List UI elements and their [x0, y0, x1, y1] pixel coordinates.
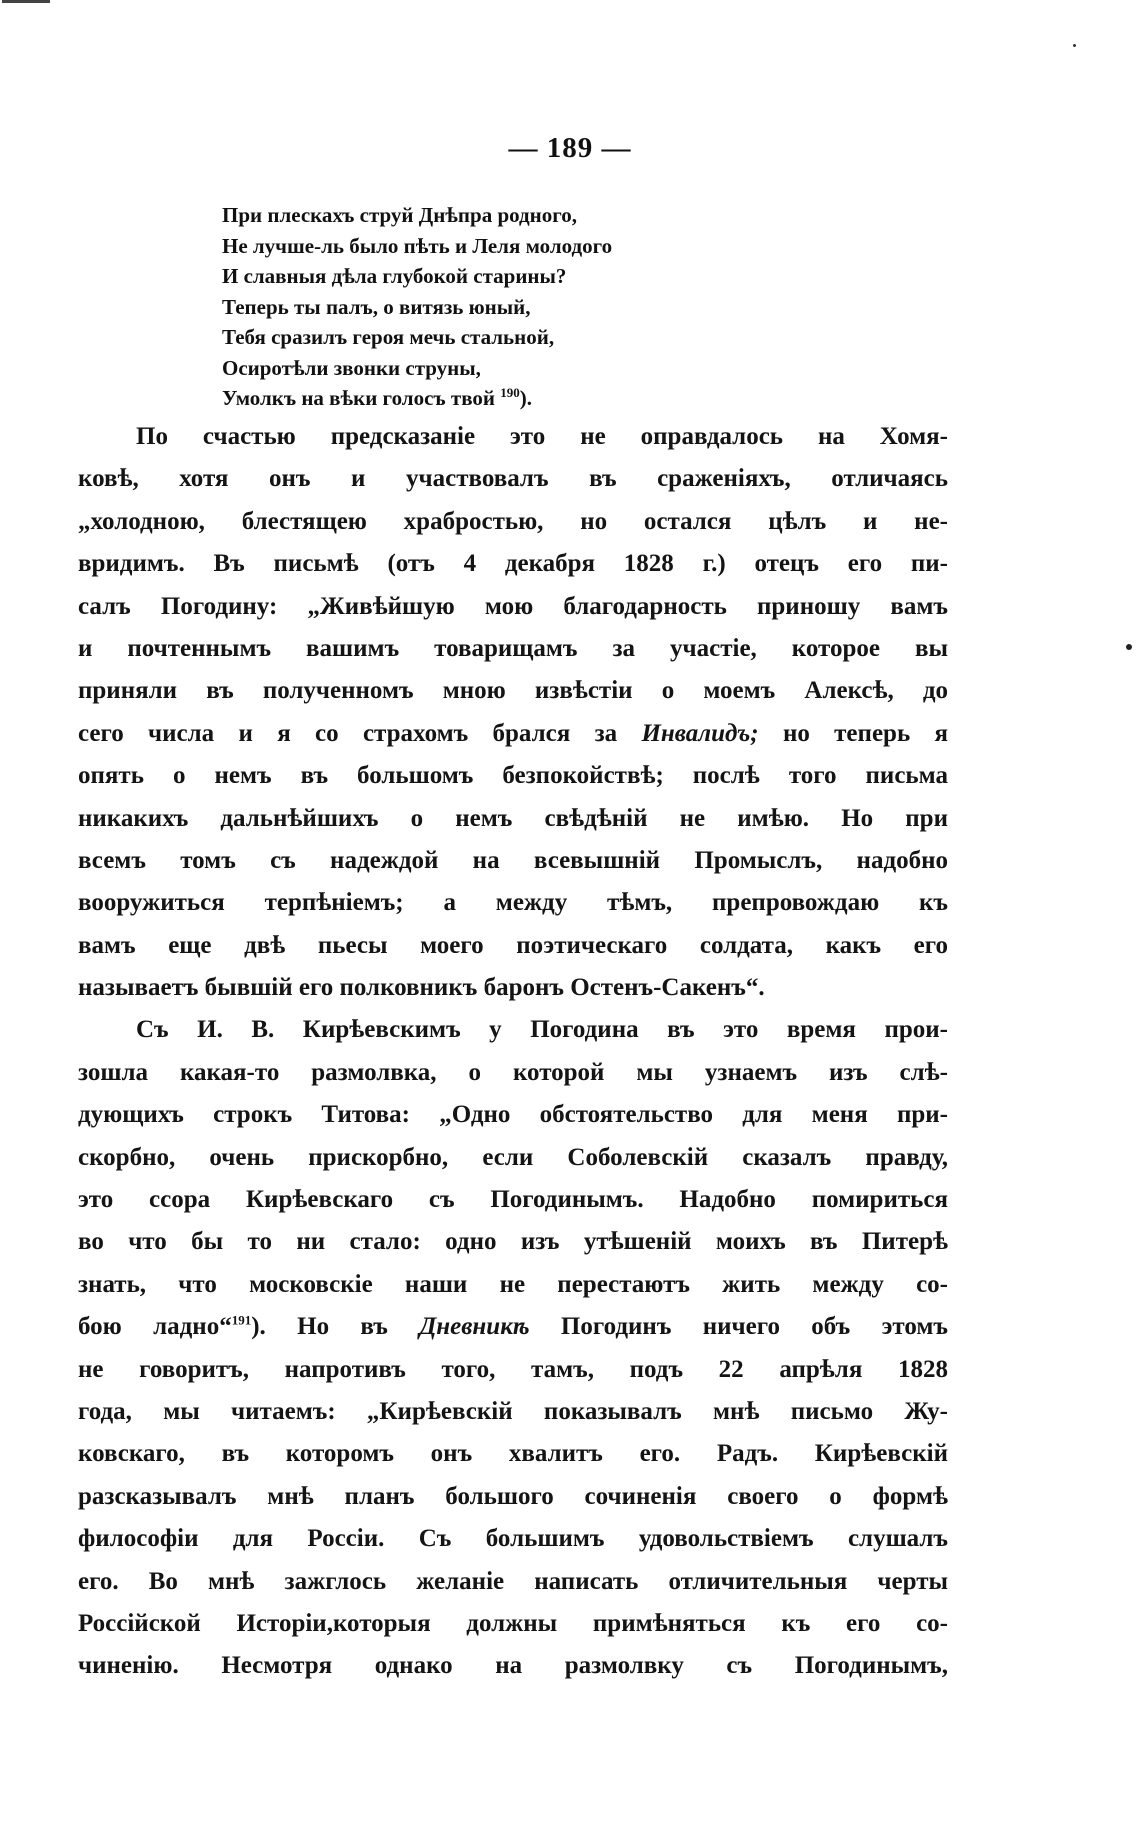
- text-line: „холодною, блестящею храбростью, но остался цѣлъ и не-: [78, 507, 948, 535]
- text-segment: Погодинъ ничего объ этомъ: [529, 1313, 948, 1341]
- text-line: По счастью предсказаніе это не оправдалось на Хомя-: [136, 423, 948, 450]
- text-line: года, мы читаемъ: „Кирѣевскій показывалъ мнѣ письмо Жу-: [78, 1397, 948, 1425]
- scan-speck: [1126, 644, 1132, 650]
- footnote-ref: 190: [500, 385, 520, 400]
- text-line: Съ И. В. Кирѣевскимъ у Погодина въ это время прои-: [136, 1016, 948, 1044]
- verse-block: [222, 200, 782, 414]
- text-line: [78, 1306, 948, 1348]
- scan-edge-mark: [2, 0, 50, 3]
- text-segment: бою ладно“: [78, 1313, 232, 1341]
- footnote-ref: 191: [231, 1312, 252, 1328]
- text-segment: ). Но въ: [251, 1313, 420, 1341]
- verse-line: При плескахъ струй Днѣпра родного,: [222, 203, 578, 227]
- text-line: философіи для Россіи. Съ большимъ удовольствіемъ слушалъ: [78, 1525, 948, 1553]
- text-line: [78, 713, 948, 755]
- text-line: всемъ томъ съ надеждой на всевышній Промыслъ, надобно: [78, 846, 948, 874]
- verse-text: Умолкъ на вѣки голосъ твой: [222, 386, 495, 410]
- italic-title: Дневникѣ: [419, 1313, 530, 1341]
- text-line: зошла какая-то размолвка, о которой мы узнаемъ изъ слѣ-: [78, 1058, 948, 1086]
- scan-speck: [1073, 44, 1076, 47]
- verse-line: Не лучше-ль было пѣть и Леля молодого: [222, 233, 613, 258]
- verse-line: Тебя сразилъ героя мечь стальной,: [222, 325, 555, 349]
- text-line: его. Во мнѣ зажглось желаніе написать отличительныя черты: [78, 1567, 948, 1595]
- text-line: знать, что московскіе наши не перестаютъ жить между со-: [78, 1270, 948, 1298]
- text-line: скорбно, очень прискорбно, если Соболевскій сказалъ правду,: [78, 1143, 948, 1171]
- text-line: дующихъ строкъ Титова: „Одно обстоятельство для меня при-: [78, 1101, 948, 1129]
- italic-title: Инвалидъ;: [641, 719, 759, 747]
- text-line: вооружиться терпѣніемъ; а между тѣмъ, препровождаю къ: [78, 889, 948, 917]
- verse-line: И славныя дѣла глубокой старины?: [222, 264, 567, 288]
- verse-line: Теперь ты палъ, о витязь юный,: [222, 294, 531, 319]
- verse-end: ).: [519, 386, 532, 410]
- text-line: Россійской Исторіи,которыя должны примѣняться къ его со-: [78, 1609, 948, 1637]
- verse-line: Осиротѣли звонки струны,: [222, 355, 481, 380]
- text-line: вамъ еще двѣ пьесы моего поэтическаго солдата, какъ его: [78, 931, 948, 959]
- text-line: салъ Погодину: „Живѣйшую мою благодарность приношу вамъ: [78, 592, 948, 620]
- text-line: чиненію. Несмотря однако на размолвку съ Погодинымъ,: [78, 1652, 948, 1680]
- text-line: не говоритъ, напротивъ того, тамъ, подъ 22 апрѣля 1828: [78, 1355, 948, 1383]
- text-line: приняли въ полученномъ мною извѣстіи о моемъ Алексѣ, до: [78, 677, 948, 705]
- text-segment: сего числа и я со страхомъ брался за: [78, 719, 642, 747]
- text-line: и почтеннымъ вашимъ товарищамъ за участіе, которое вы: [78, 634, 948, 662]
- text-line: во что бы то ни стало: одно изъ утѣшеній моихъ въ Питерѣ: [78, 1228, 948, 1256]
- text-line: называетъ бывшій его полковникъ баронъ Остенъ-Сакенъ“.: [78, 974, 765, 1002]
- text-line: ковѣ, хотя онъ и участвовалъ въ сраженіяхъ, отличаясь: [78, 465, 948, 493]
- text-line: никакихъ дальнѣйшихъ о немъ свѣдѣній не имѣю. Но при: [78, 804, 948, 832]
- page-number: — 189 —: [508, 132, 632, 164]
- text-line: опять о немъ въ большомъ безпокойствѣ; послѣ того письма: [78, 762, 948, 790]
- text-line: вридимъ. Въ письмѣ (отъ 4 декабря 1828 г.) отецъ его пи-: [78, 550, 948, 578]
- text-line: разсказывалъ мнѣ планъ большого сочиненія своего о формѣ: [78, 1482, 948, 1510]
- verse-line: [222, 383, 782, 414]
- text-segment: но теперь я: [758, 719, 948, 747]
- text-line: ковскаго, въ которомъ онъ хвалитъ его. Радъ. Кирѣевскій: [78, 1440, 948, 1468]
- body-text: [78, 416, 948, 1688]
- text-line: это ссора Кирѣевскаго съ Погодинымъ. Надобно помириться: [78, 1186, 948, 1214]
